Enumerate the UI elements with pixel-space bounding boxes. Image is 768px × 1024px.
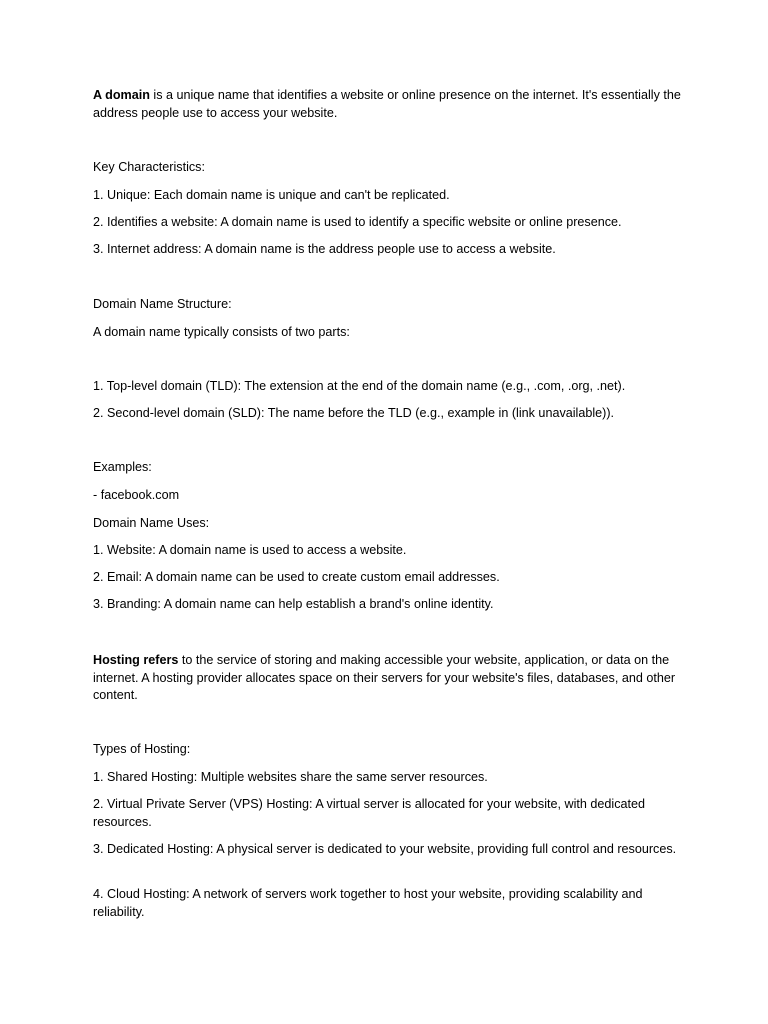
structure-heading: Domain Name Structure:	[93, 297, 232, 311]
structure-intro: A domain name typically consists of two parts:	[93, 325, 350, 339]
use-item: 2. Email: A domain name can be used to create custom email addresses.	[93, 570, 500, 584]
uses-heading: Domain Name Uses:	[93, 516, 210, 530]
structure-item: 2. Second-level domain (SLD): The name before the TLD (e.g., example in (link unavailable)).	[93, 406, 615, 420]
key-characteristic-item: 2. Identifies a website: A domain name is used to identify a specific website or online presence.	[93, 215, 622, 229]
hosting-types-heading: Types of Hosting:	[93, 742, 191, 756]
examples-heading: Examples:	[93, 460, 152, 474]
key-characteristics-heading: Key Characteristics:	[93, 160, 205, 174]
hosting-intro-text: to the service of storing and making accessible your website, application, or data on the internet. A hosting provider allocates space on their servers for your website's files, databases, and other content.	[93, 653, 676, 702]
example-item: - facebook.com	[93, 488, 180, 502]
structure-item: 1. Top-level domain (TLD): The extension at the end of the domain name (e.g., .com, .org, .net).	[93, 379, 626, 393]
use-item: 3. Branding: A domain name can help establish a brand's online identity.	[93, 597, 494, 611]
hosting-type-item: 4. Cloud Hosting: A network of servers work together to host your website, providing scalability and reliability.	[93, 887, 643, 919]
hosting-type-item: 1. Shared Hosting: Multiple websites share the same server resources.	[93, 770, 488, 784]
hosting-intro-bold: Hosting refers	[93, 653, 179, 667]
key-characteristic-item: 1. Unique: Each domain name is unique and can't be replicated.	[93, 188, 450, 202]
domain-intro-text: is a unique name that identifies a website or online presence on the internet. It's essentially the address people use to access your website.	[93, 88, 681, 120]
domain-intro-paragraph	[93, 87, 683, 122]
use-item: 1. Website: A domain name is used to access a website.	[93, 543, 407, 557]
domain-intro-bold: A domain	[93, 88, 150, 102]
hosting-intro-paragraph	[93, 652, 683, 705]
hosting-type-item: 2. Virtual Private Server (VPS) Hosting: A virtual server is allocated for your website, with dedicated resources.	[93, 797, 646, 829]
key-characteristic-item: 3. Internet address: A domain name is the address people use to access a website.	[93, 242, 556, 256]
hosting-type-item: 3. Dedicated Hosting: A physical server is dedicated to your website, providing full control and resources.	[93, 842, 677, 856]
